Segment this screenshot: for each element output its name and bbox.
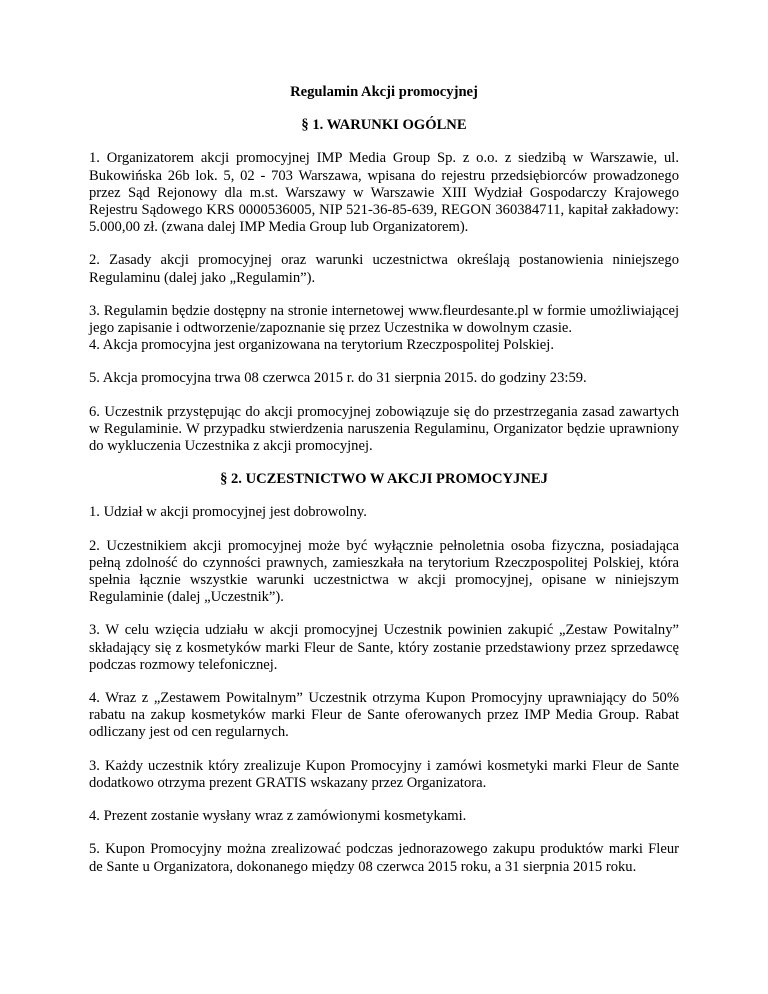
- document-page: [89, 84, 679, 892]
- section-2-paragraph-6: 4. Prezent zostanie wysłany wraz z zamówionymi kosmetykami.: [89, 808, 467, 825]
- section-1-paragraph-6: 6. Uczestnik przystępując do akcji promocyjnej zobowiązuje się do przestrzegania zasad zawartych w Regulaminie. W przypadku stwierdzenia naruszenia Regulaminu, Organizator będzie uprawniony do wykluczenia Uczestnika z akcji promocyjnej.: [89, 403, 679, 455]
- section-1-paragraph-5: 5. Akcja promocyjna trwa 08 czerwca 2015 r. do 31 sierpnia 2015. do godziny 23:59.: [89, 370, 587, 387]
- section-1-paragraph-2: 2. Zasady akcji promocyjnej oraz warunki uczestnictwa określają postanowienia niniejszego Regulaminu (dalej jako „Regulamin”).: [89, 252, 679, 286]
- section-2-paragraph-1: 1. Udział w akcji promocyjnej jest dobrowolny.: [89, 504, 367, 521]
- section-1-heading: § 1. WARUNKI OGÓLNE: [301, 117, 467, 134]
- document-title: Regulamin Akcji promocyjnej: [290, 84, 478, 100]
- section-2-paragraph-2: 2. Uczestnikiem akcji promocyjnej może być wyłącznie pełnoletnia osoba fizyczna, posiadająca pełną zdolność do czynności prawnych, zamieszkała na terytorium Rzeczpospolitej Polskiej, która spełnia łącznie wszystkie warunki uczestnictwa w akcji promocyjnej, opisane w niniejszym Regulaminie (dalej „Uczestnik”).: [89, 537, 679, 606]
- section-2-paragraph-4: 4. Wraz z „Zestawem Powitalnym” Uczestnik otrzyma Kupon Promocyjny uprawniający do 50% rabatu na zakup kosmetyków marki Fleur de Sante oferowanych przez IMP Media Group. Rabat odliczany jest od cen regularnych.: [89, 690, 679, 741]
- section-1-paragraph-4: 4. Akcja promocyjna jest organizowana na terytorium Rzeczpospolitej Polskiej.: [89, 337, 554, 354]
- section-2-heading: § 2. UCZESTNICTWO W AKCJI PROMOCYJNEJ: [220, 471, 548, 488]
- section-1-paragraph-1: 1. Organizatorem akcji promocyjnej IMP Media Group Sp. z o.o. z siedzibą w Warszawie, ul. Bukowińska 26b lok. 5, 02 - 703 Warszawa, wpisana do rejestru przedsiębiorców prowadzonego przez Sąd Rejonowy dla m.st. Warszawy w Warszawie XIII Wydział Gospodarczy Krajowego Rejestru Sądowego KRS 0000536005, NIP 521-36-85-639, REGON 360384711, kapitał zakładowy: 5.000,00 zł. (zwana dalej IMP Media Group lub Organizatorem).: [89, 150, 679, 236]
- section-2-paragraph-5: 3. Każdy uczestnik który zrealizuje Kupon Promocyjny i zamówi kosmetyki marki Fleur de Sante dodatkowo otrzyma prezent GRATIS wskazany przez Organizatora.: [89, 757, 679, 791]
- section-2-paragraph-7: 5. Kupon Promocyjny można zrealizować podczas jednorazowego zakupu produktów marki Fleur de Sante u Organizatora, dokonanego między 08 czerwca 2015 roku, a 31 sierpnia 2015 roku.: [89, 841, 679, 875]
- section-1-paragraph-3: 3. Regulamin będzie dostępny na stronie internetowej www.fleurdesante.pl w formie umożliwiającej jego zapisanie i odtworzenie/zapoznanie się przez Uczestnika w dowolnym czasie.: [89, 302, 679, 337]
- section-2-paragraph-3: 3. W celu wzięcia udziału w akcji promocyjnej Uczestnik powinien zakupić „Zestaw Powitalny” składający się z kosmetyków marki Fleur de Sante, który zostanie przedstawiony przez sprzedawcę podczas rozmowy telefonicznej.: [89, 622, 679, 673]
